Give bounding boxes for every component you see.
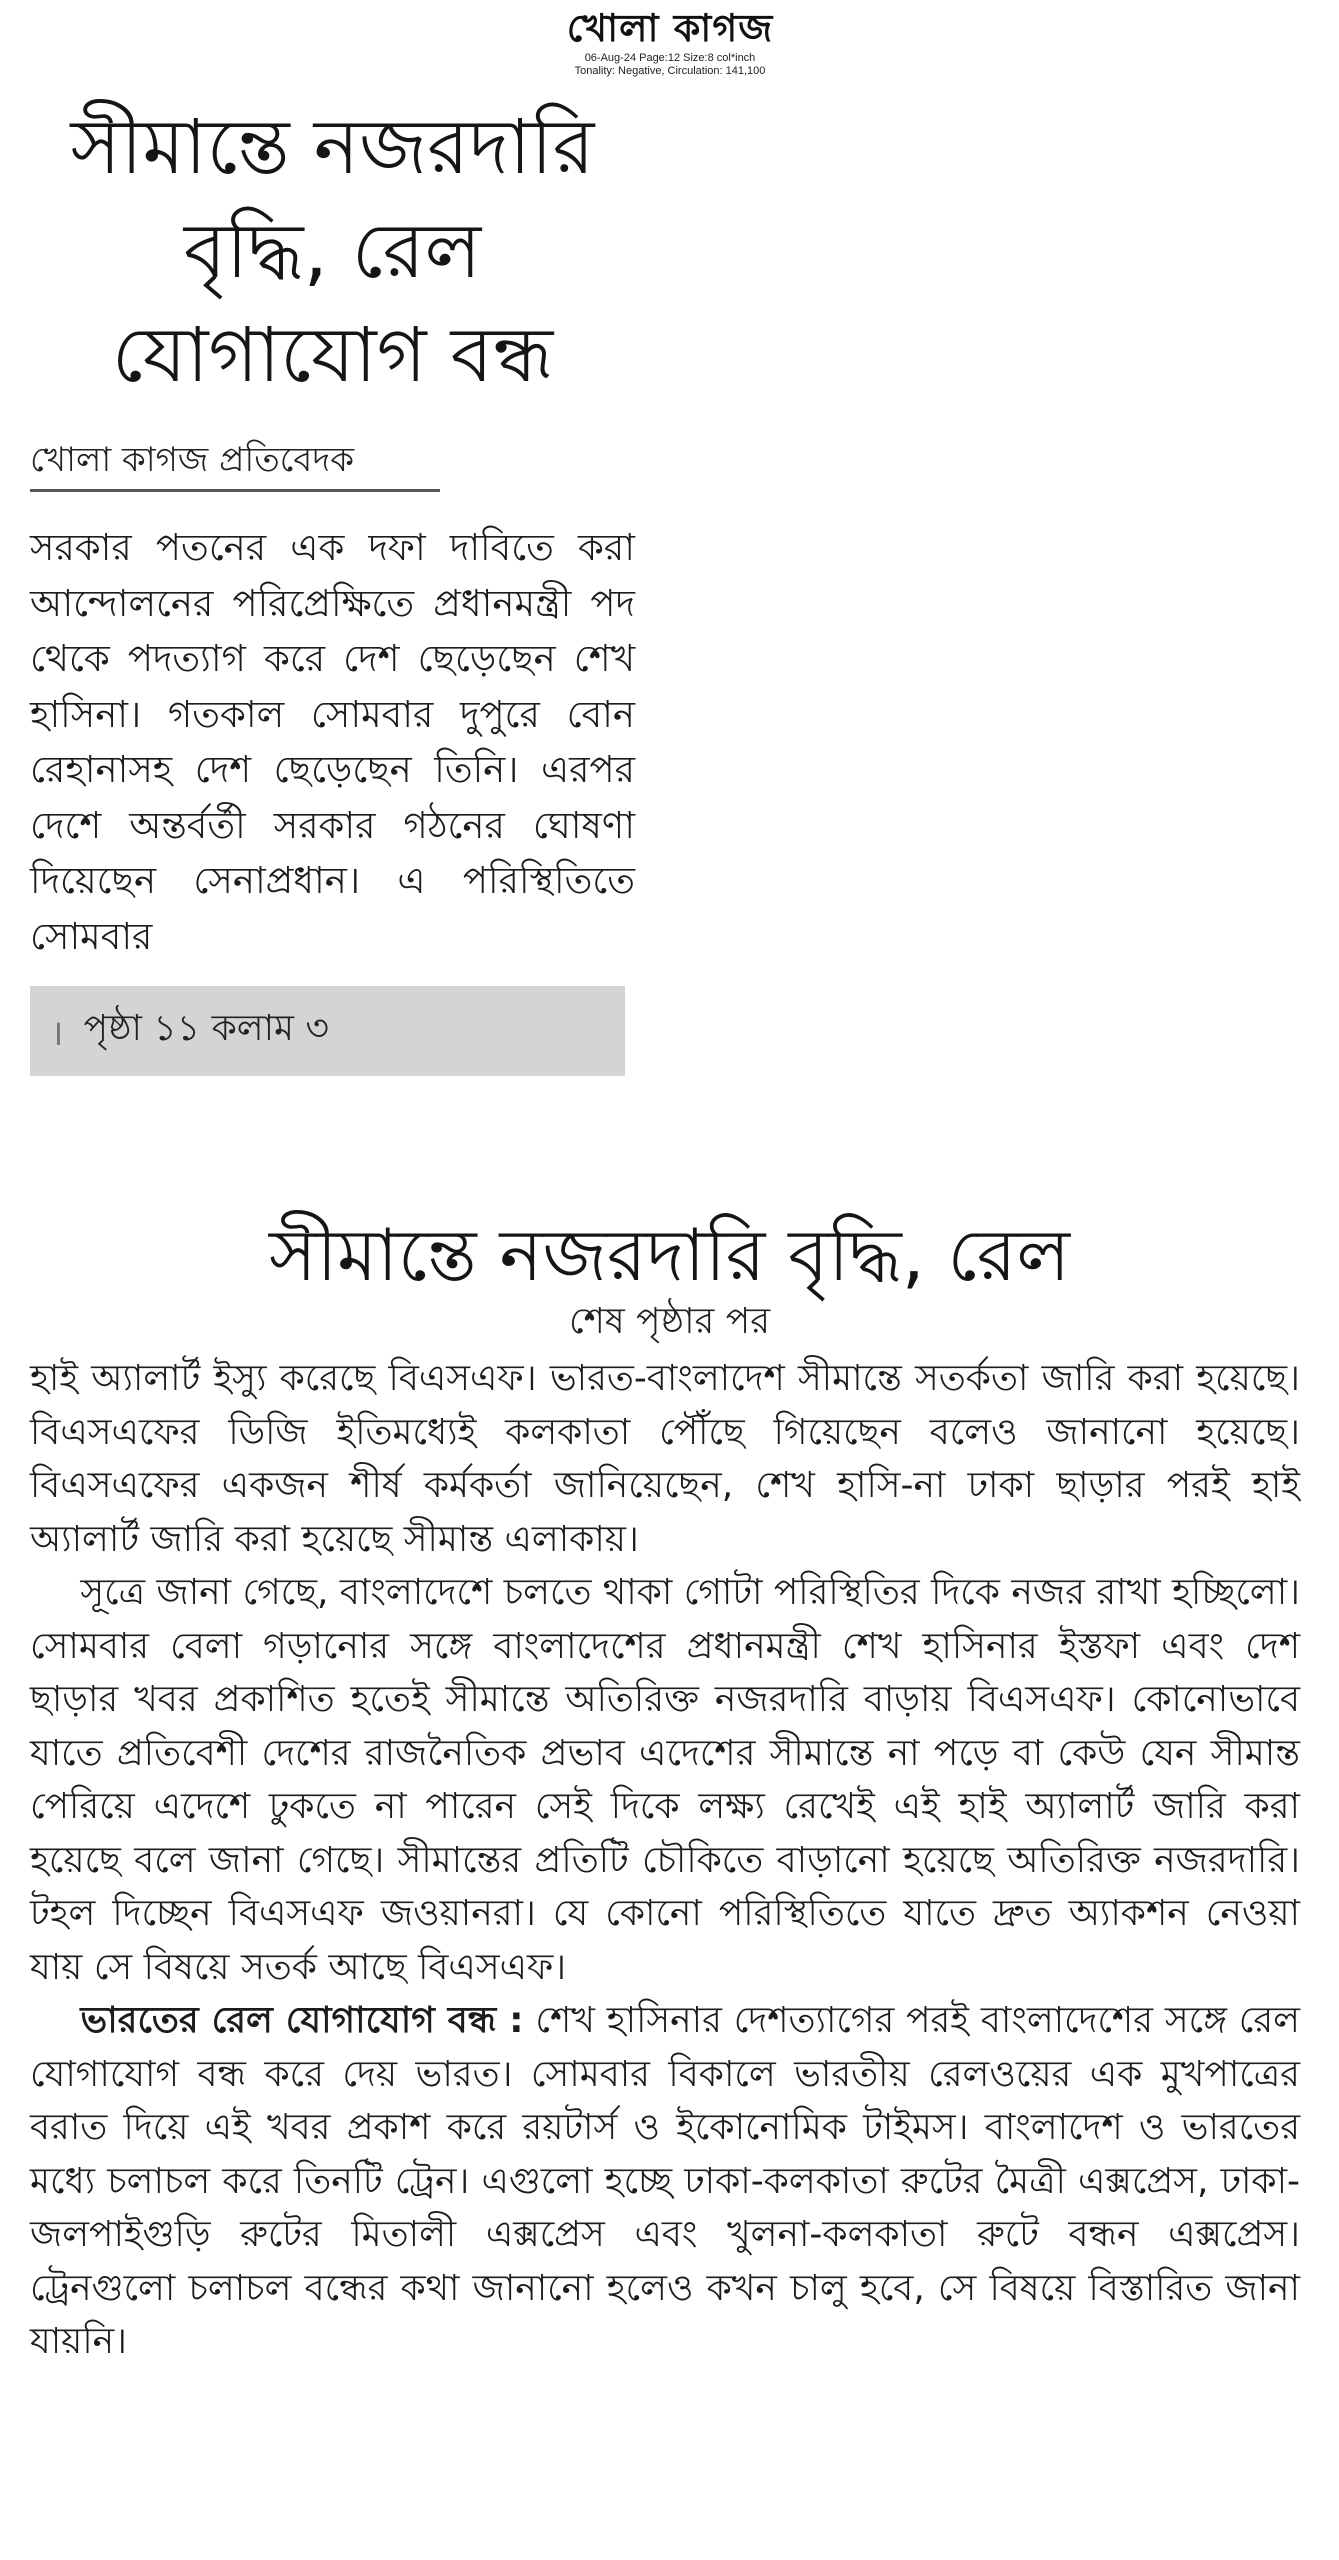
continued-on-box — [30, 986, 625, 1076]
clipping-meta-line-1: 06-Aug-24 Page:12 Size:8 col*inch — [584, 52, 756, 64]
masthead — [520, 0, 820, 78]
body-paragraph-3 — [30, 1994, 1300, 2369]
front-headline: সীমান্তে নজরদারি বৃদ্ধি, রেল যোগাযোগ বন্ধ — [70, 102, 595, 399]
lead-paragraph: সরকার পতনের এক দফা দাবিতে করা আন্দোলনের পরিপ্রেক্ষিতে প্রধানমন্ত্রী পদ থেকে পদত্যাগ করে দেশ ছেড়েছেন শেখ হাসিনা। গতকাল সোমবার দুপুরে বোন রেহানাসহ দেশ ছেড়েছেন তিনি। এরপর দেশে অন্তর্বর্তী সরকার গঠনের ঘোষণা দিয়েছেন সেনাপ্রধান। এ পরিস্থিতিতে সোমবার — [30, 526, 635, 958]
jump-marker: । — [50, 1012, 64, 1054]
byline: খোলা কাগজ প্রতিবেদক — [30, 437, 440, 492]
continuation-body — [30, 1352, 1300, 2369]
continuation-subhead: শেষ পৃষ্ঠার পর — [568, 1301, 770, 1342]
rail-section-lead: ভারতের রেল যোগাযোগ বন্ধ : — [80, 2000, 524, 2041]
rail-section-text: শেখ হাসিনার দেশত্যাগের পরই বাংলাদেশের সঙ্গে রেল যোগাযোগ বন্ধ করে দেয় ভারত। সোমবার বিকালে ভারতীয় রেলওয়ের এক মুখপাত্রের বরাত দিয়ে এই খবর প্রকাশ করে রয়টার্স ও ইকোনোমিক টাইমস। বাংলাদেশ ও ভারতের মধ্যে চলাচল করে তিনটি ট্রেন। এগুলো হচ্ছে ঢাকা-কলকাতা রুটের মৈত্রী এক্সপ্রেস, ঢাকা-জলপাইগুড়ি রুটের মিতালী এক্সপ্রেস এবং খুলনা-কলকাতা রুটে বন্ধন এক্সপ্রেস। ট্রেনগুলো চলাচল বন্ধের কথা জানানো হলেও কখন চালু হবে, সে বিষয়ে বিস্তারিত জানা যায়নি। — [30, 2000, 1300, 2362]
body-paragraph-1: হাই অ্যালার্ট ইস্যু করেছে বিএসএফ। ভারত-বাংলাদেশ সীমান্তে সতর্কতা জারি করা হয়েছে। বিএসএফের ডিজি ইতিমধ্যেই কলকাতা পৌঁছে গিয়েছেন বলেও জানানো হয়েছে। বিএসএফের একজন শীর্ষ কর্মকর্তা জানিয়েছেন, শেখ হাসি-না ঢাকা ছাড়ার পরই হাই অ্যালার্ট জারি করা হয়েছে সীমান্ত এলাকায়। — [30, 1358, 1300, 1560]
body-paragraph-2: সূত্রে জানা গেছে, বাংলাদেশে চলতে থাকা গোটা পরিস্থিতির দিকে নজর রাখা হচ্ছিলো। সোমবার বেলা গড়ানোর সঙ্গে বাংলাদেশের প্রধানমন্ত্রী শেখ হাসিনার ইস্তফা এবং দেশ ছাড়ার খবর প্রকাশিত হতেই সীমান্তে অতিরিক্ত নজরদারি বাড়ায় বিএসএফ। কোনোভাবে যাতে প্রতিবেশী দেশের রাজনৈতিক প্রভাব এদেশের সীমান্তে না পড়ে বা কেউ যেন সীমান্ত পেরিয়ে এদেশে ঢুকতে না পারেন সেই দিকে লক্ষ্য রেখেই এই হাই অ্যালার্ট জারি করা হয়েছে বলে জানা গেছে। সীমান্তের প্রতিটি চৌকিতে বাড়ানো হয়েছে অতিরিক্ত নজরদারি। টহল দিচ্ছেন বিএসএফ জওয়ানরা। যে কোনো পরিস্থিতিতে যাতে দ্রুত অ্যাকশন নেওয়া যায় সে বিষয়ে সতর্ক আছে বিএসএফ। — [30, 1572, 1301, 1988]
continuation-headline: সীমান্তে নজরদারি বৃদ্ধি, রেল — [269, 1213, 1070, 1297]
continued-on-text: পৃষ্ঠা ১১ কলাম ৩ — [83, 1008, 329, 1049]
clipping-meta-line-2: Tonality: Negative, Circulation: 141,100 — [574, 65, 766, 77]
front-page-column — [30, 95, 635, 1076]
newspaper-logo: খোলা কাগজ — [566, 5, 774, 50]
